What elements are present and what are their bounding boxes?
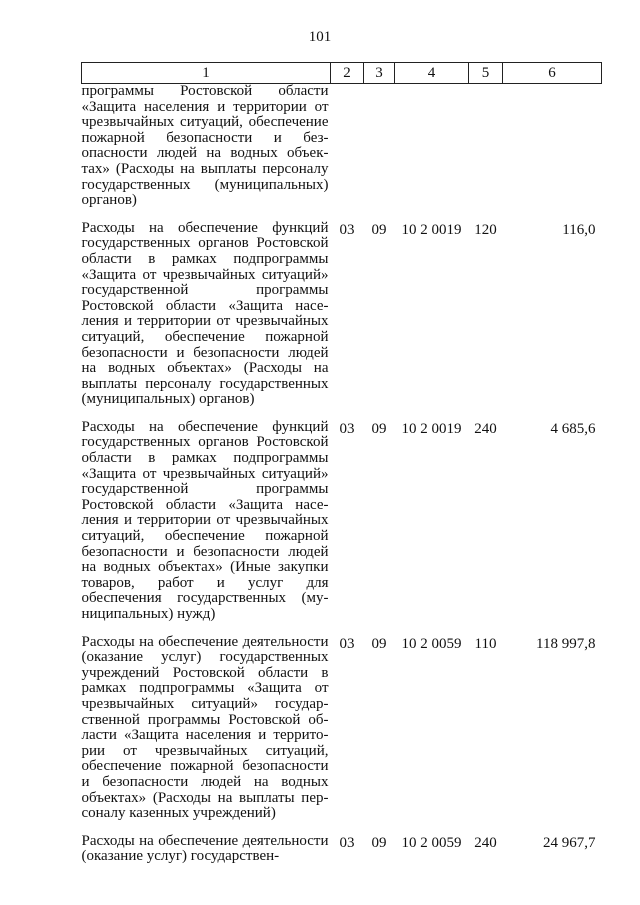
- row-section-code: 03: [339, 221, 355, 238]
- row-amount: 24 967,7: [543, 834, 596, 851]
- table-row: [82, 834, 602, 865]
- row-section-code: [331, 84, 364, 209]
- row-target-code: [395, 84, 469, 209]
- row-subsection-code: 09: [371, 834, 387, 851]
- column-header: 4: [395, 63, 469, 84]
- row-expense-type: 240: [474, 420, 497, 437]
- row-subsection-code: 09: [371, 221, 387, 238]
- row-target-code: 10 2 0059: [401, 635, 462, 652]
- row-target-code: 10 2 0059: [401, 834, 462, 851]
- row-description: Расходы на обеспечение деятельности (оказание услуг) государственных учреждений Ростовской области в рамках подпрограммы «Защита от чрезвычайных ситуаций» государственной программы Ростовской области «Защита населения и территории от чрезвычайных ситуаций, обеспечение пожарной безопасности и безопасности людей на водных объектах» (Расходы на выплаты персоналу казенных учреждений): [81, 633, 329, 822]
- column-header: 5: [469, 63, 503, 84]
- row-target-code: 10 2 0019: [401, 221, 462, 238]
- column-header: 6: [503, 63, 602, 84]
- row-spacer: [82, 209, 602, 221]
- column-header: 2: [331, 63, 364, 84]
- column-header: 3: [364, 63, 395, 84]
- row-amount: 118 997,8: [536, 635, 596, 652]
- row-description: Расходы на обеспечение функций государственных органов Ростовской области в рамках подпрограммы «Защита от чрезвычайных ситуаций» государственной программы Ростовской области «Защита населения и территории от чрезвычайных ситуаций, обеспечение пожарной безопасности и безопасности людей на водных объектах» (Иные закупки товаров, работ и услуг для обеспечения государственных (муниципальных) нужд): [81, 418, 329, 622]
- row-subsection-code: 09: [371, 420, 387, 437]
- table-row: [82, 84, 602, 209]
- row-section-code: 03: [339, 834, 355, 851]
- row-spacer: [82, 822, 602, 834]
- row-expense-type: 120: [474, 221, 497, 238]
- row-amount: 116,0: [562, 221, 596, 238]
- row-subsection-code: [364, 84, 395, 209]
- budget-table: [81, 62, 602, 865]
- table-row: [82, 221, 602, 408]
- table-header-row: [82, 63, 602, 84]
- row-section-code: 03: [339, 420, 355, 437]
- row-subsection-code: 09: [371, 635, 387, 652]
- column-header: 1: [82, 63, 331, 84]
- row-expense-type: 240: [474, 834, 497, 851]
- row-description: Расходы на обеспечение деятельности (оказание услуг) государствен-: [81, 832, 329, 865]
- row-expense-type: [469, 84, 503, 209]
- row-spacer: [82, 623, 602, 635]
- row-amount: 4 685,6: [550, 420, 596, 437]
- row-section-code: 03: [339, 635, 355, 652]
- row-target-code: 10 2 0019: [401, 420, 462, 437]
- row-expense-type: 110: [474, 635, 497, 652]
- row-description: программы Ростовской области «Защита населения и территории от чрезвычайных ситуаций, обеспечение пожарной безопасности и безопасности людей на водных объектах» (Расходы на выплаты персоналу государственных (муниципальных) органов): [81, 83, 329, 209]
- row-amount: [503, 84, 602, 209]
- row-description: Расходы на обеспечение функций государственных органов Ростовской области в рамках подпрограммы «Защита от чрезвычайных ситуаций» государственной программы Ростовской области «Защита населения и территории от чрезвычайных ситуаций, обеспечение пожарной безопасности и безопасности людей на водных объектах» (Расходы на выплаты персоналу государственных (муниципальных) органов): [81, 219, 329, 408]
- table-row: [82, 635, 602, 822]
- table-row: [82, 420, 602, 623]
- page-number: 101: [308, 29, 332, 45]
